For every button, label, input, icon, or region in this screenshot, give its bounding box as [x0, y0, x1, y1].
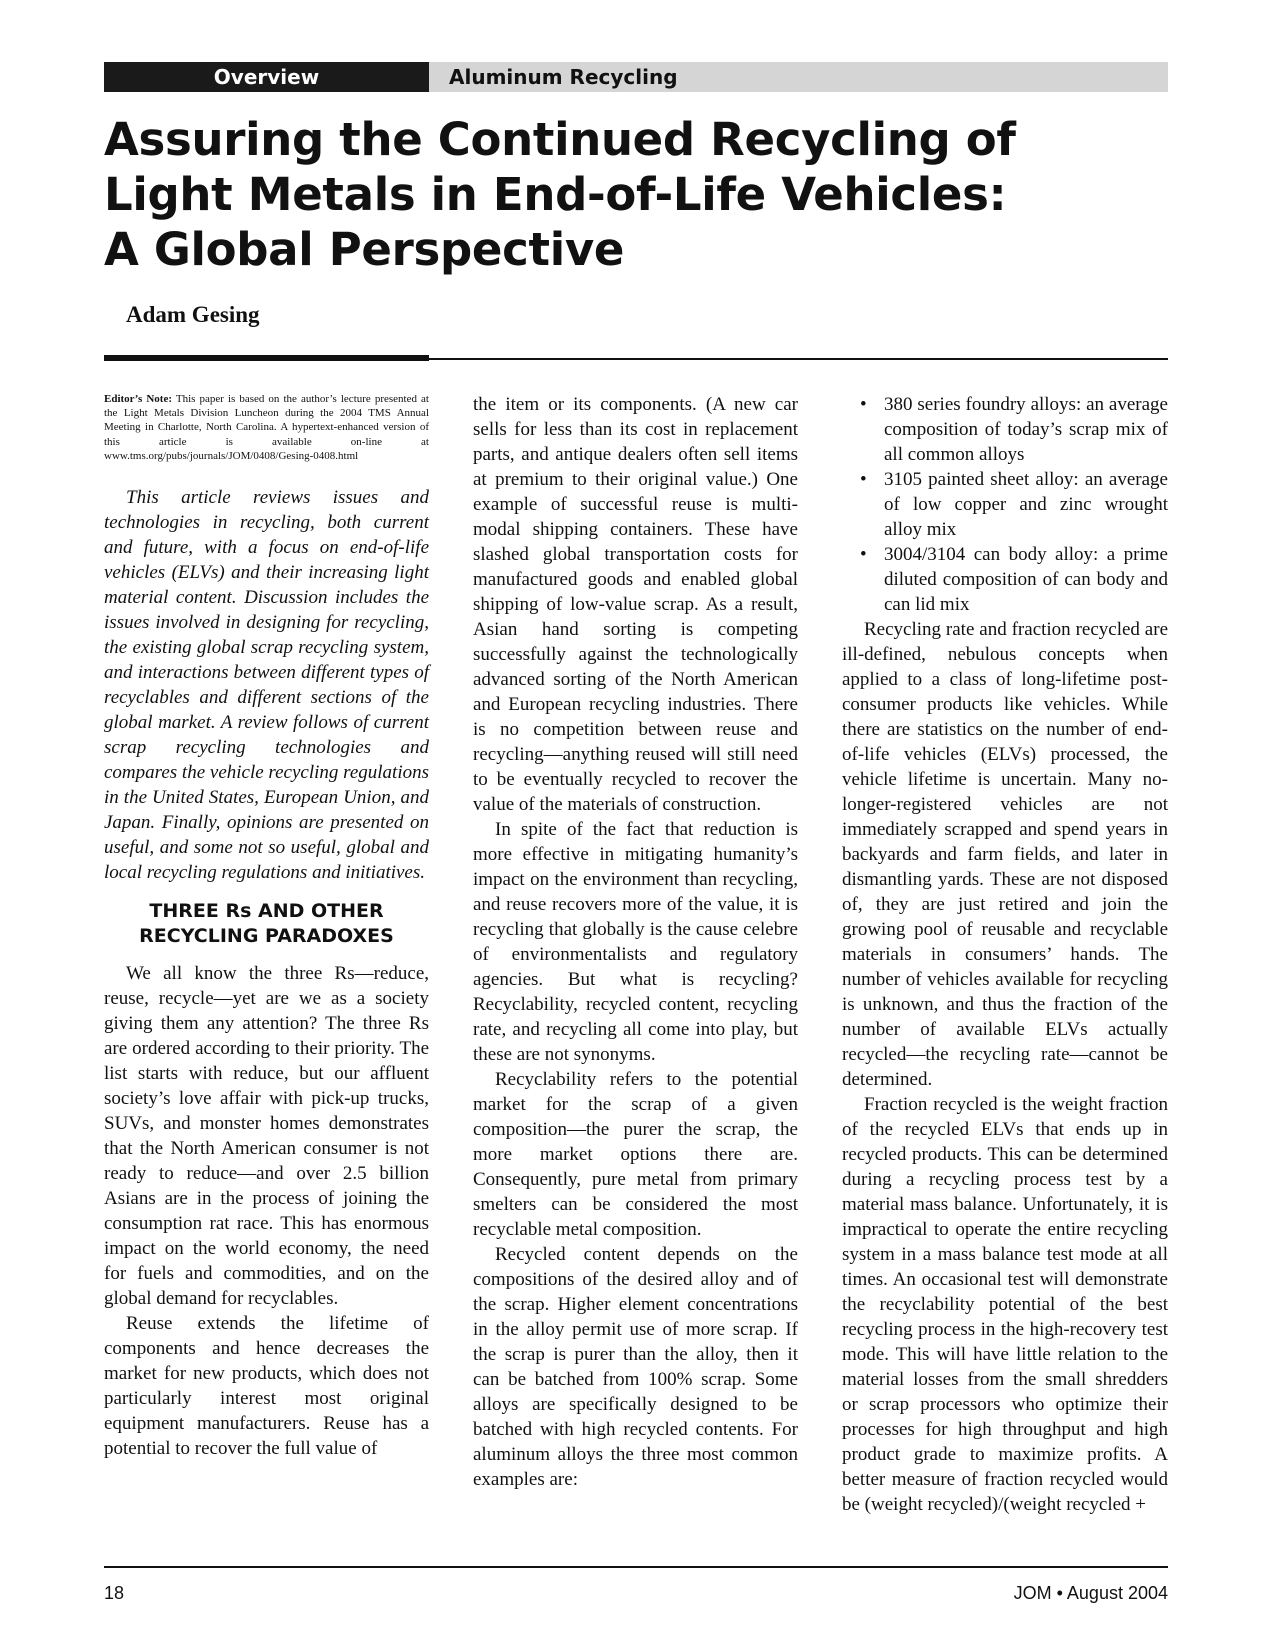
bullet-icon: • — [860, 544, 867, 565]
editors-note — [104, 392, 429, 463]
body-paragraph: Recycled content depends on the compositions of the desired alloy and of the scrap. Higher element concentrations in the alloy permit use of more scrap. If the scrap is purer than the alloy, then it can be batched from 100% scrap. Some alloys are specifically designed to be batched with high recycled contents. For aluminum alloys the three most common examples are: — [473, 1244, 798, 1490]
list-item-text: 3004/3104 can body alloy: a prime diluted composition of can body and can lid mix — [884, 544, 1168, 615]
bullet-icon: • — [860, 469, 867, 490]
title-line: Assuring the Continued Recycling of — [104, 113, 1016, 166]
list-item-text: 3105 painted sheet alloy: an average of low copper and zinc wrought alloy mix — [884, 469, 1168, 540]
title-rule-thin — [429, 358, 1168, 360]
list-item — [842, 542, 1168, 617]
body-paragraph: Recycling rate and fraction recycled are ill-defined, nebulous concepts when applied to a class of long-lifetime post-consumer products like vehicles. While there are statistics on the number of end-of-life vehicles (ELVs) processed, the vehicle lifetime is uncertain. Many no-longer-registered vehicles are not immediately scrapped and spend years in backyards and farm fields, and later in dismantling yards. These are not disposed of, they are just retired and join the growing pool of reusable and recyclable materials in consumers’ hands. The number of vehicles available for recycling is unknown, and thus the fraction of the number of available ELVs actually recycled—the recycling rate—cannot be determined. — [842, 619, 1168, 1090]
article-title — [104, 112, 1168, 277]
footer-rule — [104, 1566, 1168, 1568]
column-middle — [473, 392, 798, 1492]
editors-note-label: Editor’s Note: — [104, 393, 172, 405]
section-heading-line: THREE Rs AND OTHER — [149, 900, 384, 923]
section-header-band — [104, 62, 1168, 92]
page-number: 18 — [104, 1583, 125, 1603]
list-item-text: 380 series foundry alloys: an average composition of today’s scrap mix of all common alloys — [884, 394, 1168, 465]
body-paragraph-continued: the item or its components. (A new car sells for less than its cost in replacement parts, and antique dealers often sell items at premium to their original value.) One example of successful reuse is multi-modal shipping containers. These have slashed global transportation costs for manufactured goods and enabled global shipping of low-value scrap. As a result, Asian hand sorting is competing successfully against the technologically advanced sorting of the North American and European recycling industries. There is no competition between reuse and recycling—anything reused will still need to be eventually recycled to recover the value of the materials of construction. — [473, 394, 798, 815]
section-heading-line: RECYCLING PARADOXES — [139, 925, 394, 948]
list-item — [842, 392, 1168, 467]
alloy-list — [842, 392, 1168, 617]
list-item — [842, 467, 1168, 542]
topic-label: Aluminum Recycling — [429, 62, 1168, 92]
body-paragraph: Reuse extends the lifetime of components and hence decreases the market for new products, which does not particularly interest most original equipment manufacturers. Reuse has a potential to recover the full value of — [104, 1313, 429, 1460]
body-paragraph: Fraction recycled is the weight fraction of the recycled ELVs that ends up in recycled products. This can be determined during a recycling process test by a material mass balance. Unfortunately, it is impractical to operate the entire recycling system in a mass balance test mode at all times. An occasional test will demonstrate the recyclability potential of the best recycling process in the high-recovery test mode. This will have little relation to the material losses from the small shredders or scrap processors who optimize their processes for high throughput and high product grade to maximize profits. A better measure of fraction recycled would be (weight recycled)/(weight recycled + — [842, 1094, 1168, 1515]
title-line: Light Metals in End-of-Life Vehicles: — [104, 168, 1007, 221]
title-rule-thick — [104, 355, 429, 361]
column-right — [842, 392, 1168, 1517]
column-left — [104, 392, 429, 1461]
journal-issue: JOM • August 2004 — [1013, 1583, 1168, 1603]
body-paragraph: In spite of the fact that reduction is more effective in mitigating humanity’s impact on the environment than recycling, and reuse recovers more of the value, it is recycling that globally is the cause celebre of environmentalists and regulatory agencies. But what is recycling? Recyclability, recycled content, recycling rate, and recycling all come into play, but these are not synonyms. — [473, 819, 798, 1065]
section-heading — [104, 899, 429, 949]
section-label: Overview — [104, 62, 429, 92]
author-name: Adam Gesing — [126, 302, 260, 327]
editors-note-text: This paper is based on the author’s lecture presented at the Light Metals Division Luncheon during the 2004 TMS Annual Meeting in Charlotte, North Carolina. A hypertext-enhanced version of this article is available on-line at www.tms.org/pubs/journals/JOM/0408/Gesing-0408.html — [104, 393, 429, 462]
body-paragraph: Recyclability refers to the potential market for the scrap of a given composition—the purer the scrap, the more market options there are. Consequently, pure metal from primary smelters can be considered the most recyclable metal composition. — [473, 1069, 798, 1240]
title-line: A Global Perspective — [104, 223, 625, 276]
bullet-icon: • — [860, 394, 867, 415]
abstract: This article reviews issues and technologies in recycling, both current and future, with a focus on end-of-life vehicles (ELVs) and their increasing light material content. Discussion includes the issues involved in designing for recycling, the existing global scrap recycling system, and interactions between different types of recyclables and different sections of the global market. A review follows of current scrap recycling technologies and compares the vehicle recycling regulations in the United States, European Union, and Japan. Finally, opinions are presented on useful, and some not so useful, global and local recycling regulations and initiatives. — [104, 487, 430, 884]
body-paragraph: We all know the three Rs—reduce, reuse, recycle—yet are we as a society giving them any attention? The three Rs are ordered according to their priority. The list starts with reduce, but our affluent society’s love affair with pick-up trucks, SUVs, and monster homes demonstrates that the North American consumer is not ready to reduce—and over 2.5 billion Asians are in the process of joining the consumption rat race. This has enormous impact on the world economy, the need for fuels and commodities, and on the global demand for recyclables. — [104, 963, 429, 1310]
